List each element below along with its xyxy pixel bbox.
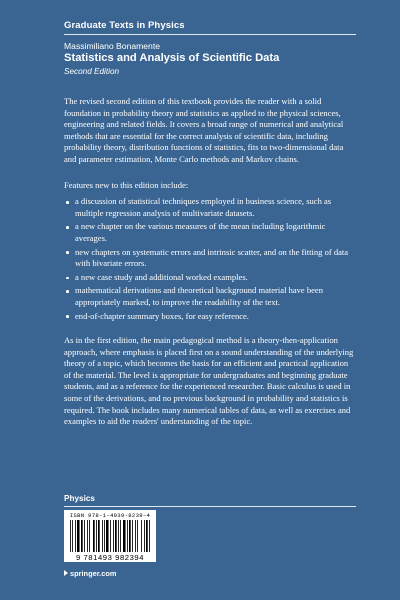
book-title: Statistics and Analysis of Scientific Data [64,52,280,64]
feature-item: end-of-chapter summary boxes, for easy reference. [75,311,356,323]
author-name: Massimiliano Bonamente [64,41,161,51]
edition-label: Second Edition [64,67,120,76]
features-list [64,196,356,322]
bottom-divider [64,506,356,507]
publisher-website[interactable] [64,569,116,578]
description-text [64,96,356,428]
barcode-icon [70,520,152,552]
isbn-label: ISBN 978-1-4939-8239-4 [69,512,151,519]
feature-item: a new chapter on the various measures of the mean including logarithmic averages. [75,221,356,244]
website-text: springer.com [70,569,117,578]
barcode-panel [64,510,156,562]
feature-item: mathematical derivations and theoretical background material have been appropriately marked, to improve the readability of the text. [75,285,356,308]
feature-item: a new case study and additional worked examples. [75,272,356,284]
subject-label: Physics [64,494,95,503]
feature-item: a discussion of statistical techniques employed in business science, such as multiple regression analysis of multivariate datasets. [75,196,356,219]
arrow-right-icon [64,570,68,576]
features-intro: Features new to this edition include: [64,179,189,190]
feature-item: new chapters on systematic errors and intrinsic scatter, and on the fitting of data with bivariate errors. [75,247,356,270]
top-divider [64,34,356,35]
series-name: Graduate Texts in Physics [64,20,185,31]
description-paragraph-2: As in the first edition, the main pedagogical method is a theory-then-application approach, where emphasis is placed first on a sound understanding of the underlying theory of a topic, which becomes the basis for an efficient and practical application of the material. The level is appropriate for undergraduates and beginning graduate students, and as a reference for the experienced researcher. Basic calculus is used in some of the derivations, and no previous background in probability and statistics is required. The book includes many numerical tables of data, as well as exercises and examples to aid the readers' understanding of the topic. [64,335,354,427]
barcode-digits: 9 781493 982394 [75,553,145,562]
description-paragraph-1: The revised second edition of this textbook provides the reader with a solid foundation in probability theory and statistics as applied to the physical sciences, engineering and related fields. It covers a broad range of numerical and analytical methods that are essential for the correct analysis of scientific data, including probability theory, distribution functions of statistics, fits to two-dimensional data and parameter estimation, Monte Carlo methods and Markov chains. [64,96,344,164]
